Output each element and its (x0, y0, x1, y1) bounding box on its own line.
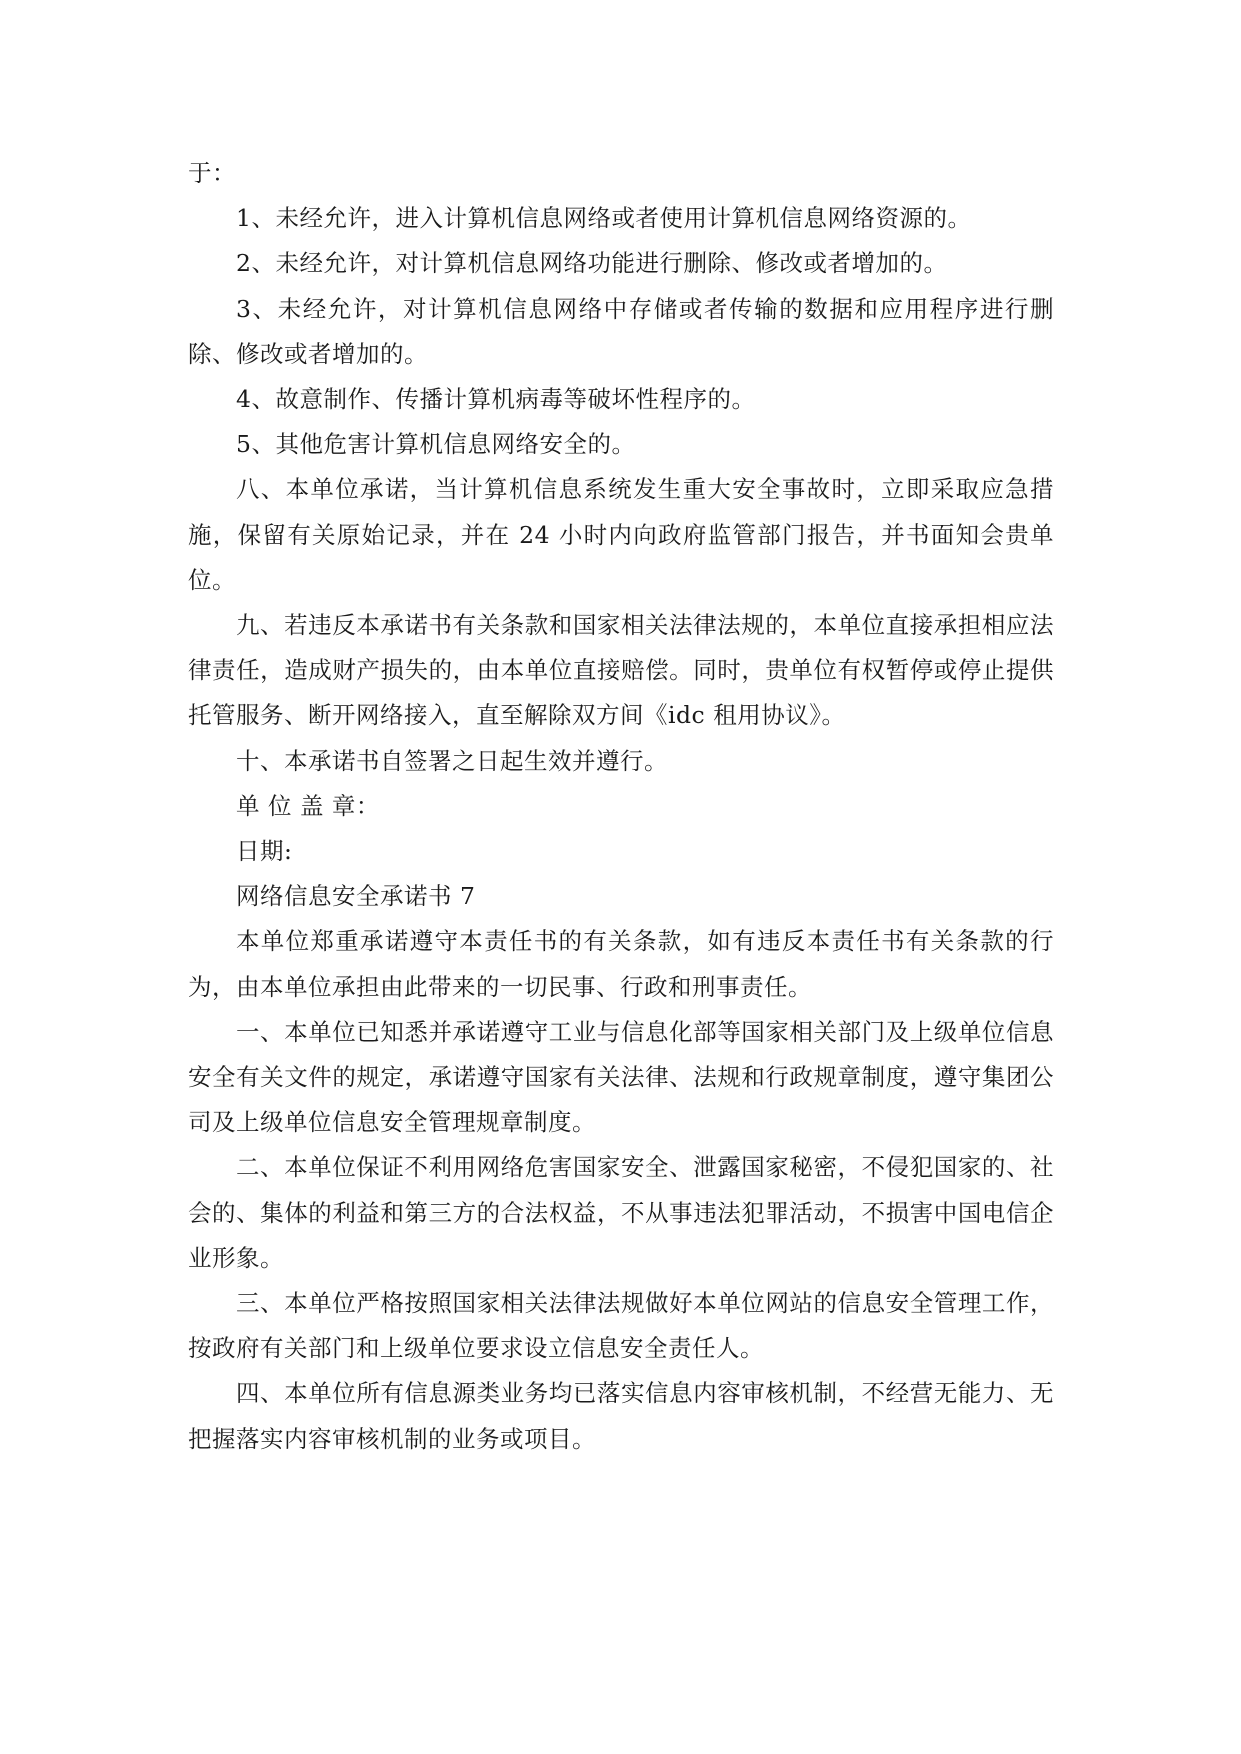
paragraph-continuation: 于： (188, 159, 236, 187)
list-item-1: 1、未经允许，进入计算机信息网络或者使用计算机信息网络资源的。 (236, 204, 972, 233)
clause-three: 三、本单位严格按照国家相关法律法规做好本单位网站的信息安全管理工作，按政府有关部门和上级单位要求设立信息安全责任人。 (188, 1289, 1054, 1363)
list-item-2: 2、未经允许，对计算机信息网络功能进行删除、修改或者增加的。 (236, 249, 948, 278)
section-title: 网络信息安全承诺书 7 (236, 882, 476, 911)
document-body (188, 151, 1054, 1462)
clause-eight: 八、本单位承诺，当计算机信息系统发生重大安全事故时，立即采取应急措施，保留有关原始记录，并在 24 小时内向政府监管部门报告，并书面知会贵单位。 (188, 475, 1054, 594)
clause-nine: 九、若违反本承诺书有关条款和国家相关法律法规的，本单位直接承担相应法律责任，造成财产损失的，由本单位直接赔偿。同时，贵单位有权暂停或停止提供托管服务、断开网络接入，直至解除双方间《idc 租用协议》。 (188, 611, 1054, 730)
date-line: 日期: (236, 837, 293, 866)
clause-two: 二、本单位保证不利用网络危害国家安全、泄露国家秘密，不侵犯国家的、社会的、集体的利益和第三方的合法权益，不从事违法犯罪活动，不损害中国电信企业形象。 (188, 1153, 1054, 1272)
clause-one: 一、本单位已知悉并承诺遵守工业与信息化部等国家相关部门及上级单位信息安全有关文件的规定，承诺遵守国家有关法律、法规和行政规章制度，遵守集团公司及上级单位信息安全管理规章制度。 (188, 1017, 1054, 1137)
list-item-5: 5、其他危害计算机信息网络安全的。 (236, 430, 636, 459)
seal-line: 单 位 盖 章： (236, 791, 380, 820)
list-item-4: 4、故意制作、传播计算机病毒等破坏性程序的。 (236, 385, 756, 414)
list-item-3: 3、未经允许，对计算机信息网络中存储或者传输的数据和应用程序进行删除、修改或者增加的。 (188, 294, 1054, 368)
clause-four: 四、本单位所有信息源类业务均已落实信息内容审核机制，不经营无能力、无把握落实内容审核机制的业务或项目。 (188, 1379, 1054, 1453)
intro-paragraph: 本单位郑重承诺遵守本责任书的有关条款，如有违反本责任书有关条款的行为，由本单位承担由此带来的一切民事、行政和刑事责任。 (188, 927, 1054, 1001)
clause-ten: 十、本承诺书自签署之日起生效并遵行。 (236, 746, 668, 775)
